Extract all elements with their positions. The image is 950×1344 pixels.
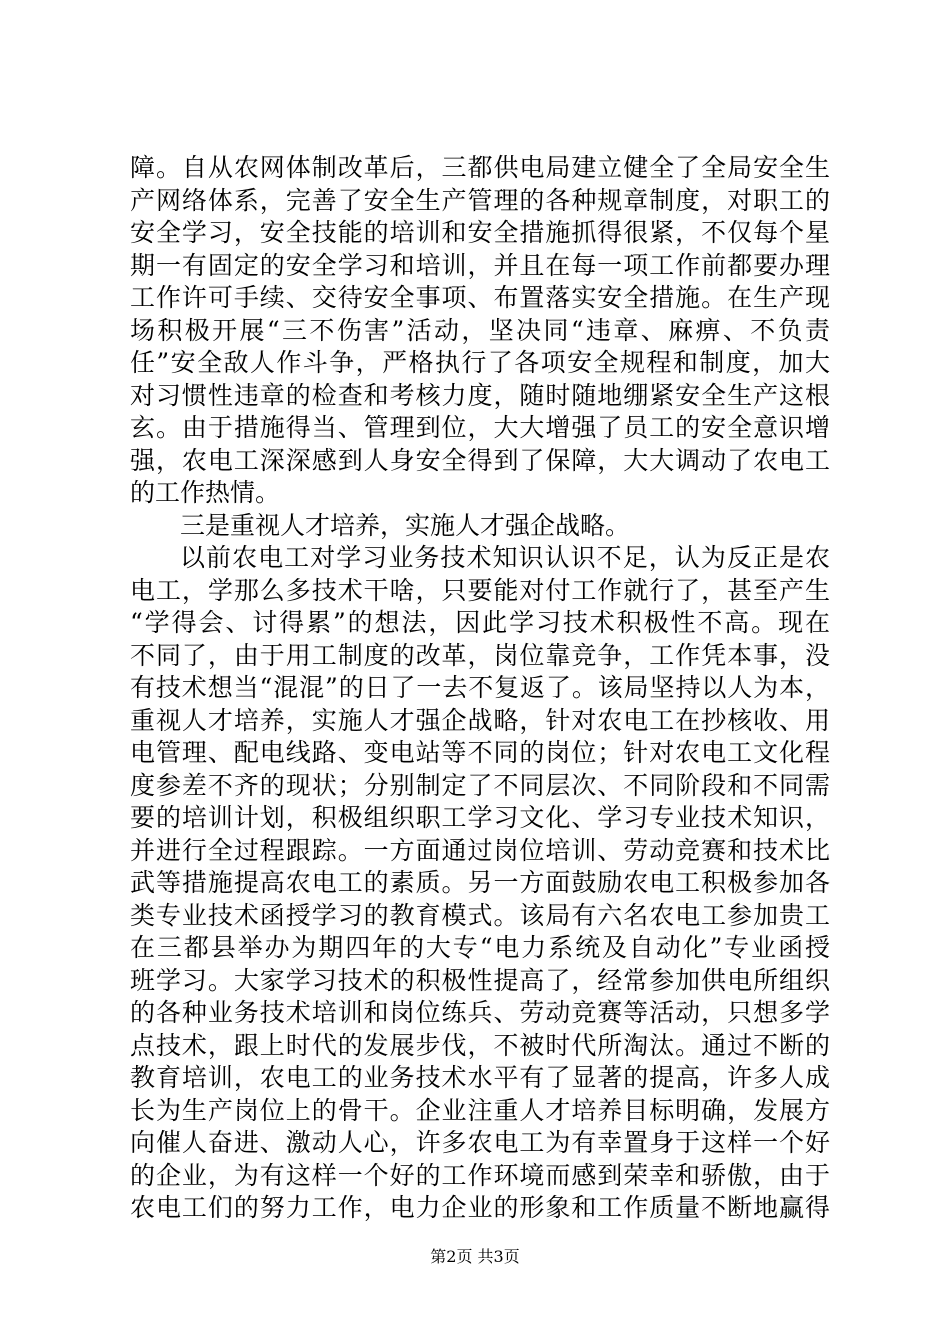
text-line: 安全学习，安全技能的培训和安全措施抓得很紧，不仅每个星 — [130, 218, 830, 247]
text-line: 的各种业务技术培训和岗位练兵、劳动竞赛等活动，只想多学 — [130, 998, 830, 1027]
text-line: 以前农电工对学习业务技术知识认识不足，认为反正是农 — [180, 543, 830, 572]
text-line: 对习惯性违章的检查和考核力度，随时随地绷紧安全生产这根 — [130, 380, 830, 410]
text-line: 期一有固定的安全学习和培训，并且在每一项工作前都要办理 — [130, 250, 830, 280]
text-line: 武等措施提高农电工的素质。另一方面鼓励农电工积极参加各 — [130, 868, 830, 897]
text-line: 长为生产岗位上的骨干。企业注重人才培养目标明确，发展方 — [130, 1095, 830, 1125]
text-line: 的工作热情。 — [130, 478, 281, 507]
text-line: 教育培训，农电工的业务技术水平有了显著的提高，许多人成 — [130, 1063, 830, 1092]
text-line: 要的培训计划，积极组织职工学习文化、学习专业技术知识， — [130, 803, 830, 832]
text-line: 强，农电工深深感到人身安全得到了保障，大大调动了农电工 — [130, 445, 830, 475]
text-line: 任”安全敌人作斗争，严格执行了各项安全规程和制度，加大 — [130, 348, 830, 377]
text-line: 有技术想当“混混”的日了一去不复返了。该局坚持以人为本， — [130, 673, 830, 702]
text-line: 工作许可手续、交待安全事项、布置落实安全措施。在生产现 — [130, 283, 830, 312]
text-line: 向催人奋进、激动人心，许多农电工为有幸置身于这样一个好 — [130, 1128, 830, 1157]
text-line: 电管理、配电线路、变电站等不同的岗位；针对农电工文化程 — [130, 738, 830, 767]
document-body — [130, 152, 830, 1225]
text-line: 班学习。大家学习技术的积极性提高了，经常参加供电所组织 — [130, 965, 830, 995]
text-line: 点技术，跟上时代的发展步伐，不被时代所淘汰。通过不断的 — [130, 1030, 830, 1060]
text-line: 农电工们的努力工作，电力企业的形象和工作质量不断地赢得 — [130, 1193, 830, 1222]
text-line: 电工，学那么多技术干啥，只要能对付工作就行了，甚至产生 — [130, 575, 830, 605]
text-line: 度参差不齐的现状；分别制定了不同层次、不同阶段和不同需 — [130, 770, 830, 800]
page-footer: 第2页 共3页 — [430, 1247, 520, 1266]
text-line: 类专业技术函授学习的教育模式。该局有六名农电工参加贵工 — [130, 900, 830, 930]
text-line: 重视人才培养，实施人才强企战略，针对农电工在抄核收、用 — [130, 705, 830, 735]
text-line: 玄。由于措施得当、管理到位，大大增强了员工的安全意识增 — [130, 413, 830, 442]
text-line: 场积极开展“三不伤害”活动，坚决同“违章、麻痹、不负责 — [130, 315, 830, 345]
text-line: “学得会、讨得累”的想法，因此学习技术积极性不高。现在 — [130, 608, 830, 637]
text-line: 不同了，由于用工制度的改革，岗位靠竞争，工作凭本事，没 — [130, 640, 830, 670]
text-line: 产网络体系，完善了安全生产管理的各种规章制度，对职工的 — [130, 185, 830, 215]
text-line: 在三都县举办为期四年的大专“电力系统及自动化”专业函授 — [130, 933, 830, 962]
text-line: 的企业，为有这样一个好的工作环境而感到荣幸和骄傲，由于 — [130, 1160, 830, 1190]
text-line: 三是重视人才培养，实施人才强企战略。 — [180, 510, 631, 540]
text-line: 并进行全过程跟踪。一方面通过岗位培训、劳动竞赛和技术比 — [130, 835, 830, 865]
text-line: 障。自从农网体制改革后，三都供电局建立健全了全局安全生 — [130, 153, 830, 182]
